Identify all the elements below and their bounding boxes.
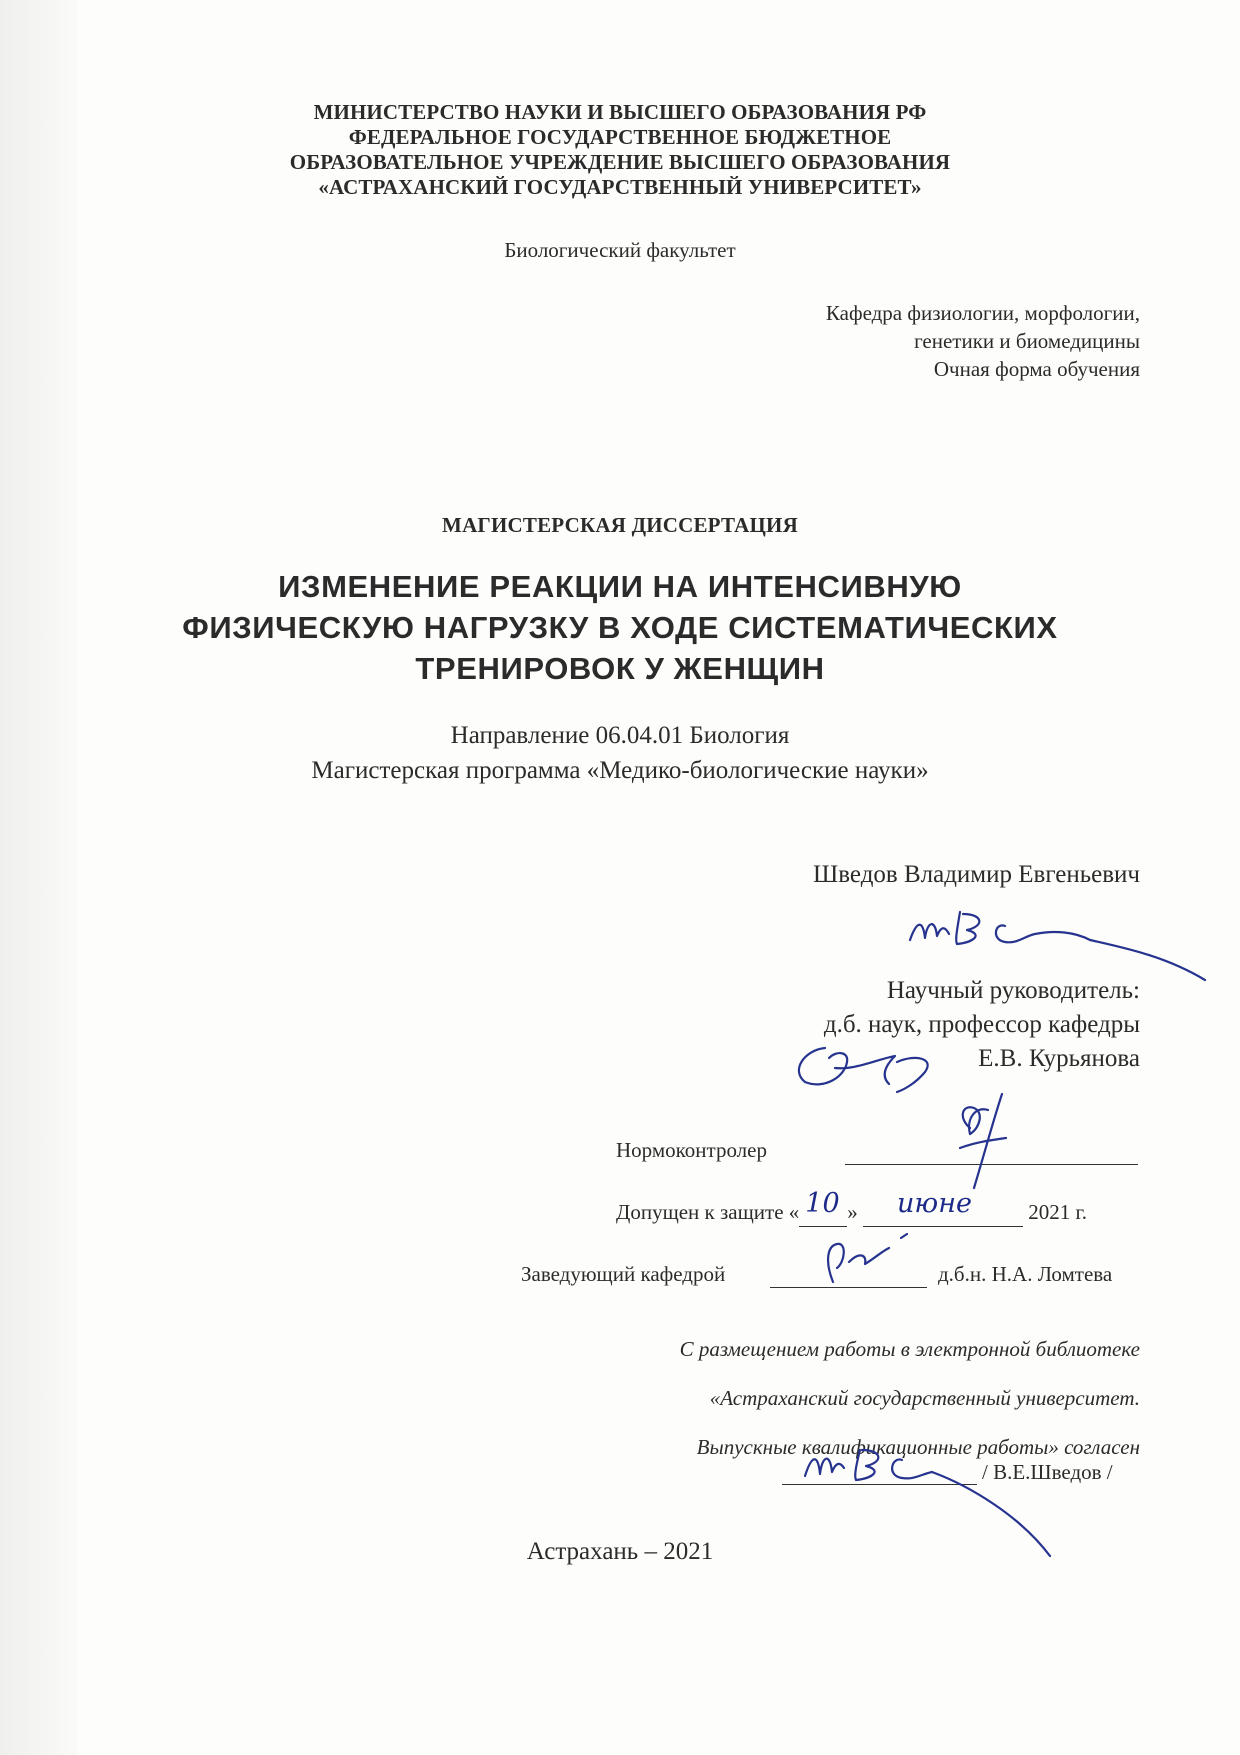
head-of-department-label: Заведующий кафедрой <box>521 1262 726 1286</box>
program-name: Магистерская программа «Медико-биологические науки» <box>311 757 929 784</box>
city-year: Астрахань – 2021 <box>526 1538 714 1565</box>
consent-line-3: Выпускные квалификационные работы» согласен <box>696 1435 1140 1459</box>
header-line-1: МИНИСТЕРСТВО НАУКИ И ВЫСШЕГО ОБРАЗОВАНИЯ РФ <box>313 100 927 124</box>
department-line-1: Кафедра физиологии, морфологии, <box>825 301 1140 325</box>
header-line-2: ФЕДЕРАЛЬНОЕ ГОСУДАРСТВЕННОЕ БЮДЖЕТНОЕ <box>348 125 892 149</box>
advisor-position: д.б. наук, профессор кафедры <box>823 1011 1140 1038</box>
consent-signature-name: / В.Е.Шведов / <box>982 1460 1113 1484</box>
normocontrol-signature <box>940 1088 1020 1198</box>
study-form: Очная форма обучения <box>933 357 1140 381</box>
advisor-name: Е.В. Курьянова <box>978 1045 1140 1072</box>
department-block <box>826 299 1140 383</box>
consent-line-1: С размещением работы в электронной библиотеке <box>679 1337 1140 1361</box>
author-name: Шведов Владимир Евгеньевич <box>813 861 1140 888</box>
header-line-4: «АСТРАХАНСКИЙ ГОСУДАРСТВЕННЫЙ УНИВЕРСИТЕТ» <box>318 175 922 199</box>
faculty: Биологический факультет <box>504 238 736 262</box>
header-line-3: ОБРАЗОВАТЕЛЬНОЕ УЧРЕЖДЕНИЕ ВЫСШЕГО ОБРАЗОВАНИЯ <box>289 150 951 174</box>
title-line-2: ФИЗИЧЕСКУЮ НАГРУЗКУ В ХОДЕ СИСТЕМАТИЧЕСКИХ <box>182 610 1058 645</box>
admission-day: 10 <box>805 1188 840 1219</box>
admission-year: 2021 г. <box>1028 1200 1088 1224</box>
direction-code: Направление 06.04.01 Биология <box>450 722 790 749</box>
advisor-signature <box>785 1040 945 1100</box>
institution-header <box>0 100 1240 200</box>
normocontrol-label: Нормоконтролер <box>616 1138 767 1162</box>
admission-label: Допущен к защите « <box>616 1200 800 1224</box>
document-type: МАГИСТЕРСКАЯ ДИССЕРТАЦИЯ <box>442 513 798 537</box>
admission-quote-close: » <box>847 1200 858 1224</box>
title-line-3: ТРЕНИРОВОК У ЖЕНЩИН <box>415 651 825 686</box>
admission-month: июне <box>897 1188 972 1219</box>
direction-block <box>0 718 1240 788</box>
thesis-title <box>0 566 1240 689</box>
advisor-label: Научный руководитель: <box>886 977 1140 1004</box>
title-line-1: ИЗМЕНЕНИЕ РЕАКЦИИ НА ИНТЕНСИВНУЮ <box>278 569 962 604</box>
department-line-2: генетики и биомедицины <box>914 329 1140 353</box>
head-signature <box>815 1232 925 1292</box>
admission-row <box>616 1188 1136 1225</box>
head-of-department-name: д.б.н. Н.А. Ломтева <box>938 1262 1113 1286</box>
scan-edge <box>0 0 78 1755</box>
consent-line-2: «Астраханский государственный университет. <box>709 1386 1140 1410</box>
